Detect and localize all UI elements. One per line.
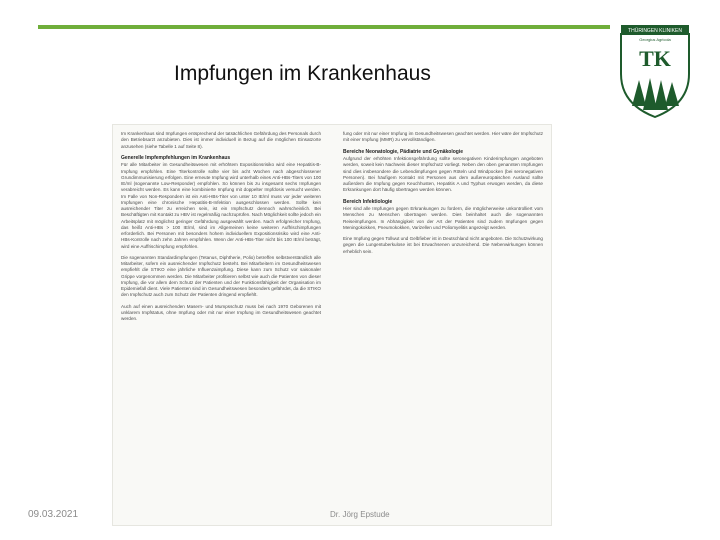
document-left-column: [121, 131, 321, 523]
scanned-document: [112, 124, 552, 526]
section-heading: Generelle Impfempfehlungen im Krankenhaus: [121, 154, 231, 161]
logo-banner-text: THÜRINGEN KLINIKEN: [628, 28, 682, 34]
logo-sub-text: Georgius Agricola: [639, 37, 671, 42]
paragraph: Aufgrund der erhöhten Infektionsgefährdung sollte seronegativen Kinderimpfungen angeboten werden, soweit kein Nachweis dieser Impfschutz vorliegt. Neben den oben genannten Impfungen sind dies insbesondere die Lebendimpfungen gegen Röteln und Windpocken (bei seronegativen Personen). Bei häufigem Kontakt mit Personen aus dem außereuropäischen Ausland sollte außerdem die Impfung gegen Keuchhusten, Hepatitis A und Typhus erwogen werden, da diese Erkrankungen dort häufig übertragen werden können.: [343, 156, 543, 193]
clinic-logo: [618, 22, 692, 118]
paragraph: Hier sind alle Impfungen gegen Erkrankungen zu fordern, die möglicherweise unkontrolliert vom Menschen zu Menschen übertragen werden. Dies beinhaltet auch die sogenannten Reiseimpfungen. In Abhängigkeit von der Art der Patienten sind zudem Impfungen gegen Meningokokken, Pneumokokken, Varizellen und Poliomyelitis angezeigt werden.: [343, 206, 543, 230]
page-title: Impfungen im Krankenhaus: [174, 62, 431, 85]
section-heading: Bereich Infektiologie: [343, 198, 393, 205]
footer-author: Dr. Jörg Epstude: [330, 510, 390, 519]
paragraph: fung oder mit nur einer Impfung im Gesundheitswesen geachtet werden. Hier wäre der Impfschutz mit einer Impfung (MMR) zu vervollständigen.: [343, 131, 543, 143]
logo-letters: TK: [639, 46, 671, 71]
paragraph: Im Krankenhaus sind Impfungen entsprechend der tatsächlichen Gefährdung des Personals durch den Betriebsarzt anzubieten. Dies ist immer individuell in Bezug auf die möglichen Einsatzorte anzusehen (siehe Tabelle 1 auf Seite 8).: [121, 131, 321, 149]
footer-date: 09.03.2021: [28, 509, 79, 520]
accent-line: [38, 25, 610, 29]
paragraph: Eine Impfung gegen Tollwut und Gelbfieber ist in Deutschland nicht angeboten. Die Schutzwirkung gegen die Lungentuberkulose ist bei Erwachsenen unzureichend. Die Nebenwirkungen können erheblich sein.: [343, 236, 543, 254]
paragraph: Die sogenannten Standardimpfungen (Tetanus, Diphtherie, Polio) betreffen selbstverständlich alle Mitarbeiter, sofern ein ausreichender Impfschutz besteht. Bei Mitarbeitern im Gesundheitswesen empfiehlt die STIKO eine jährliche Influenzaimpfung. Diese kann zum Schutz vor saisonaler Grippe vorgenommen werden. Die Mitarbeiter profitieren selbst wie auch die Patienten von dieser Impfung, die vor allem dem Schutz der Patienten und der Funktionsfähigkeit der Organisation im Epidemiefall dient. Viele Patienten sind im Gesundheitswesen besonders gefährdet, da die STIKO den Impfschutz auch zum Schutz der Patienten dringend empfiehlt.: [121, 254, 321, 298]
document-right-column: [343, 131, 543, 371]
section-heading: Bereiche Neonatologie, Pädiatrie und Gynäkologie: [343, 148, 464, 155]
paragraph: Für alle Mitarbeiter im Gesundheitswesen mit erhöhtem Expositionsrisiko wird eine Hepatitis-B-Impfung empfohlen. Eine Titerkontrolle sollte vier bis acht Wochen nach abgeschlossener Grundimmunisierung erfolgen. Eine erneute Impfung wird unterhalb eines Anti-HBs-Titers von 100 IE/ml (sogenannte Low-Responder) empfohlen. So können bis zu insgesamt sechs Impfungen verabreicht werden. Es kann eine kombinierte Impfung mit doppelter Impfdosis versucht werden. Im Falle von Non-Respondern ist ein Anti-HBs-Titer von unter 10 IE/ml muss vor jeder weiteren Impfungen eine chronische Hepatitis-B-Infektion ausgeschlossen werden. Sollte kein ausreichender Titer zu erreichen sein, ist ein Impfschutz dennoch wahrscheinlich. Bei Beschäftigten mit Kontakt zu HBV ist regelmäßig nachzuprüfen. Nach Möglichkeit sollte jedoch ein Arbeitsplatz mit möglichst geringer Gefährdung ausgewählt werden. Nach erfolgreicher Impfung, das heißt Anti-HBs > 100 IE/ml, sind im Allgemeinen keine weiteren Auffrischimpfungen erforderlich. Bei Personen mit besonders hohem individuellem Expositionsrisiko wird eine Anti-HBs-Kontrolle nach zehn Jahren empfohlen. Wenn der Anti-HBs-Titer nicht bis 100 IE/ml beträgt, wird eine Auffrischimpfung empfohlen.: [121, 162, 321, 249]
paragraph: Auch auf einen ausreichenden Masern- und Mumpsschutz muss bei nach 1970 Geborenen mit unklarem Impfstatus, ohne Impfung oder mit nur einer Impfung im Gesundheitswesen geachtet werden.: [121, 303, 321, 321]
